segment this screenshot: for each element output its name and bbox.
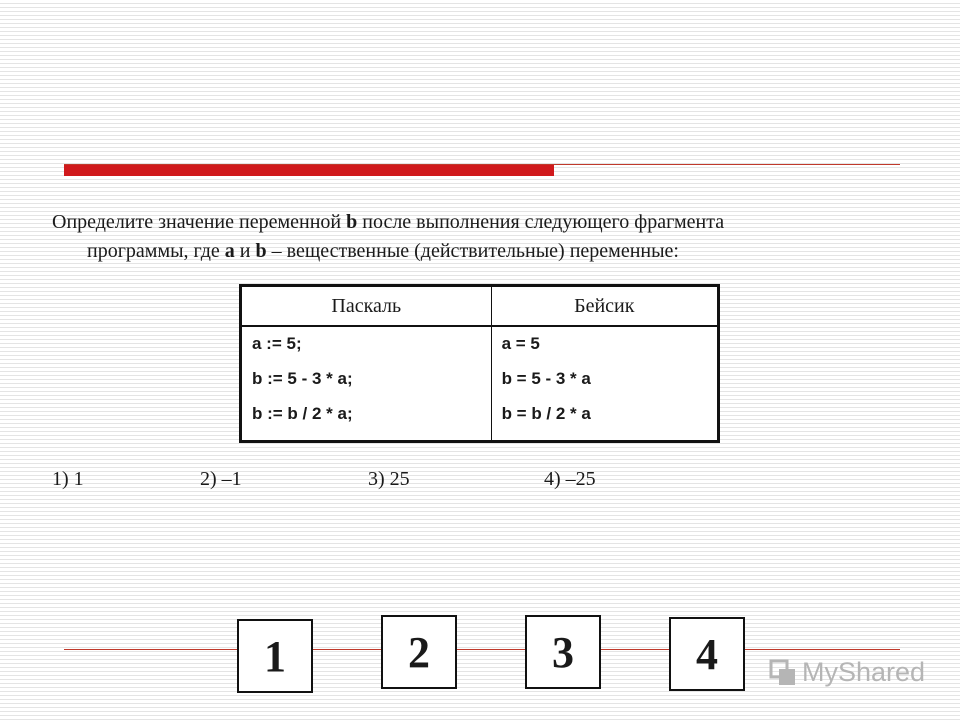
header-pascal: Паскаль [241,286,492,327]
answer-button-4[interactable]: 4 [669,617,745,691]
pascal-line-1: a := 5; [252,334,302,353]
basic-line-1: a = 5 [501,334,540,353]
code-table-header [241,286,719,327]
code-table-body [241,326,719,442]
basic-code [491,326,718,442]
pascal-code [241,326,492,442]
watermark [768,657,925,688]
option-3: 3) 25 [368,468,410,490]
answer-button-1[interactable]: 1 [237,619,313,693]
pascal-line-3: b := b / 2 * a; [252,404,353,423]
pascal-line-2: b := 5 - 3 * a; [252,369,353,388]
basic-line-3: b = b / 2 * a [501,404,591,423]
question-line2: программы, где a и b – вещественные (действительные) переменные: [87,240,679,262]
question-text [52,208,912,266]
myshared-logo-icon [768,658,798,688]
bottom-decor-line [64,649,900,650]
option-2: 2) –1 [200,468,242,490]
option-1: 1) 1 [52,468,84,490]
question-line1: Определите значение переменной b после выполнения следующего фрагмента [52,211,725,233]
code-table [239,284,720,443]
answer-button-3[interactable]: 3 [525,615,601,689]
answer-button-2[interactable]: 2 [381,615,457,689]
option-4: 4) –25 [544,468,596,490]
top-red-bar [64,165,554,176]
watermark-text: MyShared [802,657,926,687]
header-basic: Бейсик [491,286,718,327]
basic-line-2: b = 5 - 3 * a [501,369,591,388]
